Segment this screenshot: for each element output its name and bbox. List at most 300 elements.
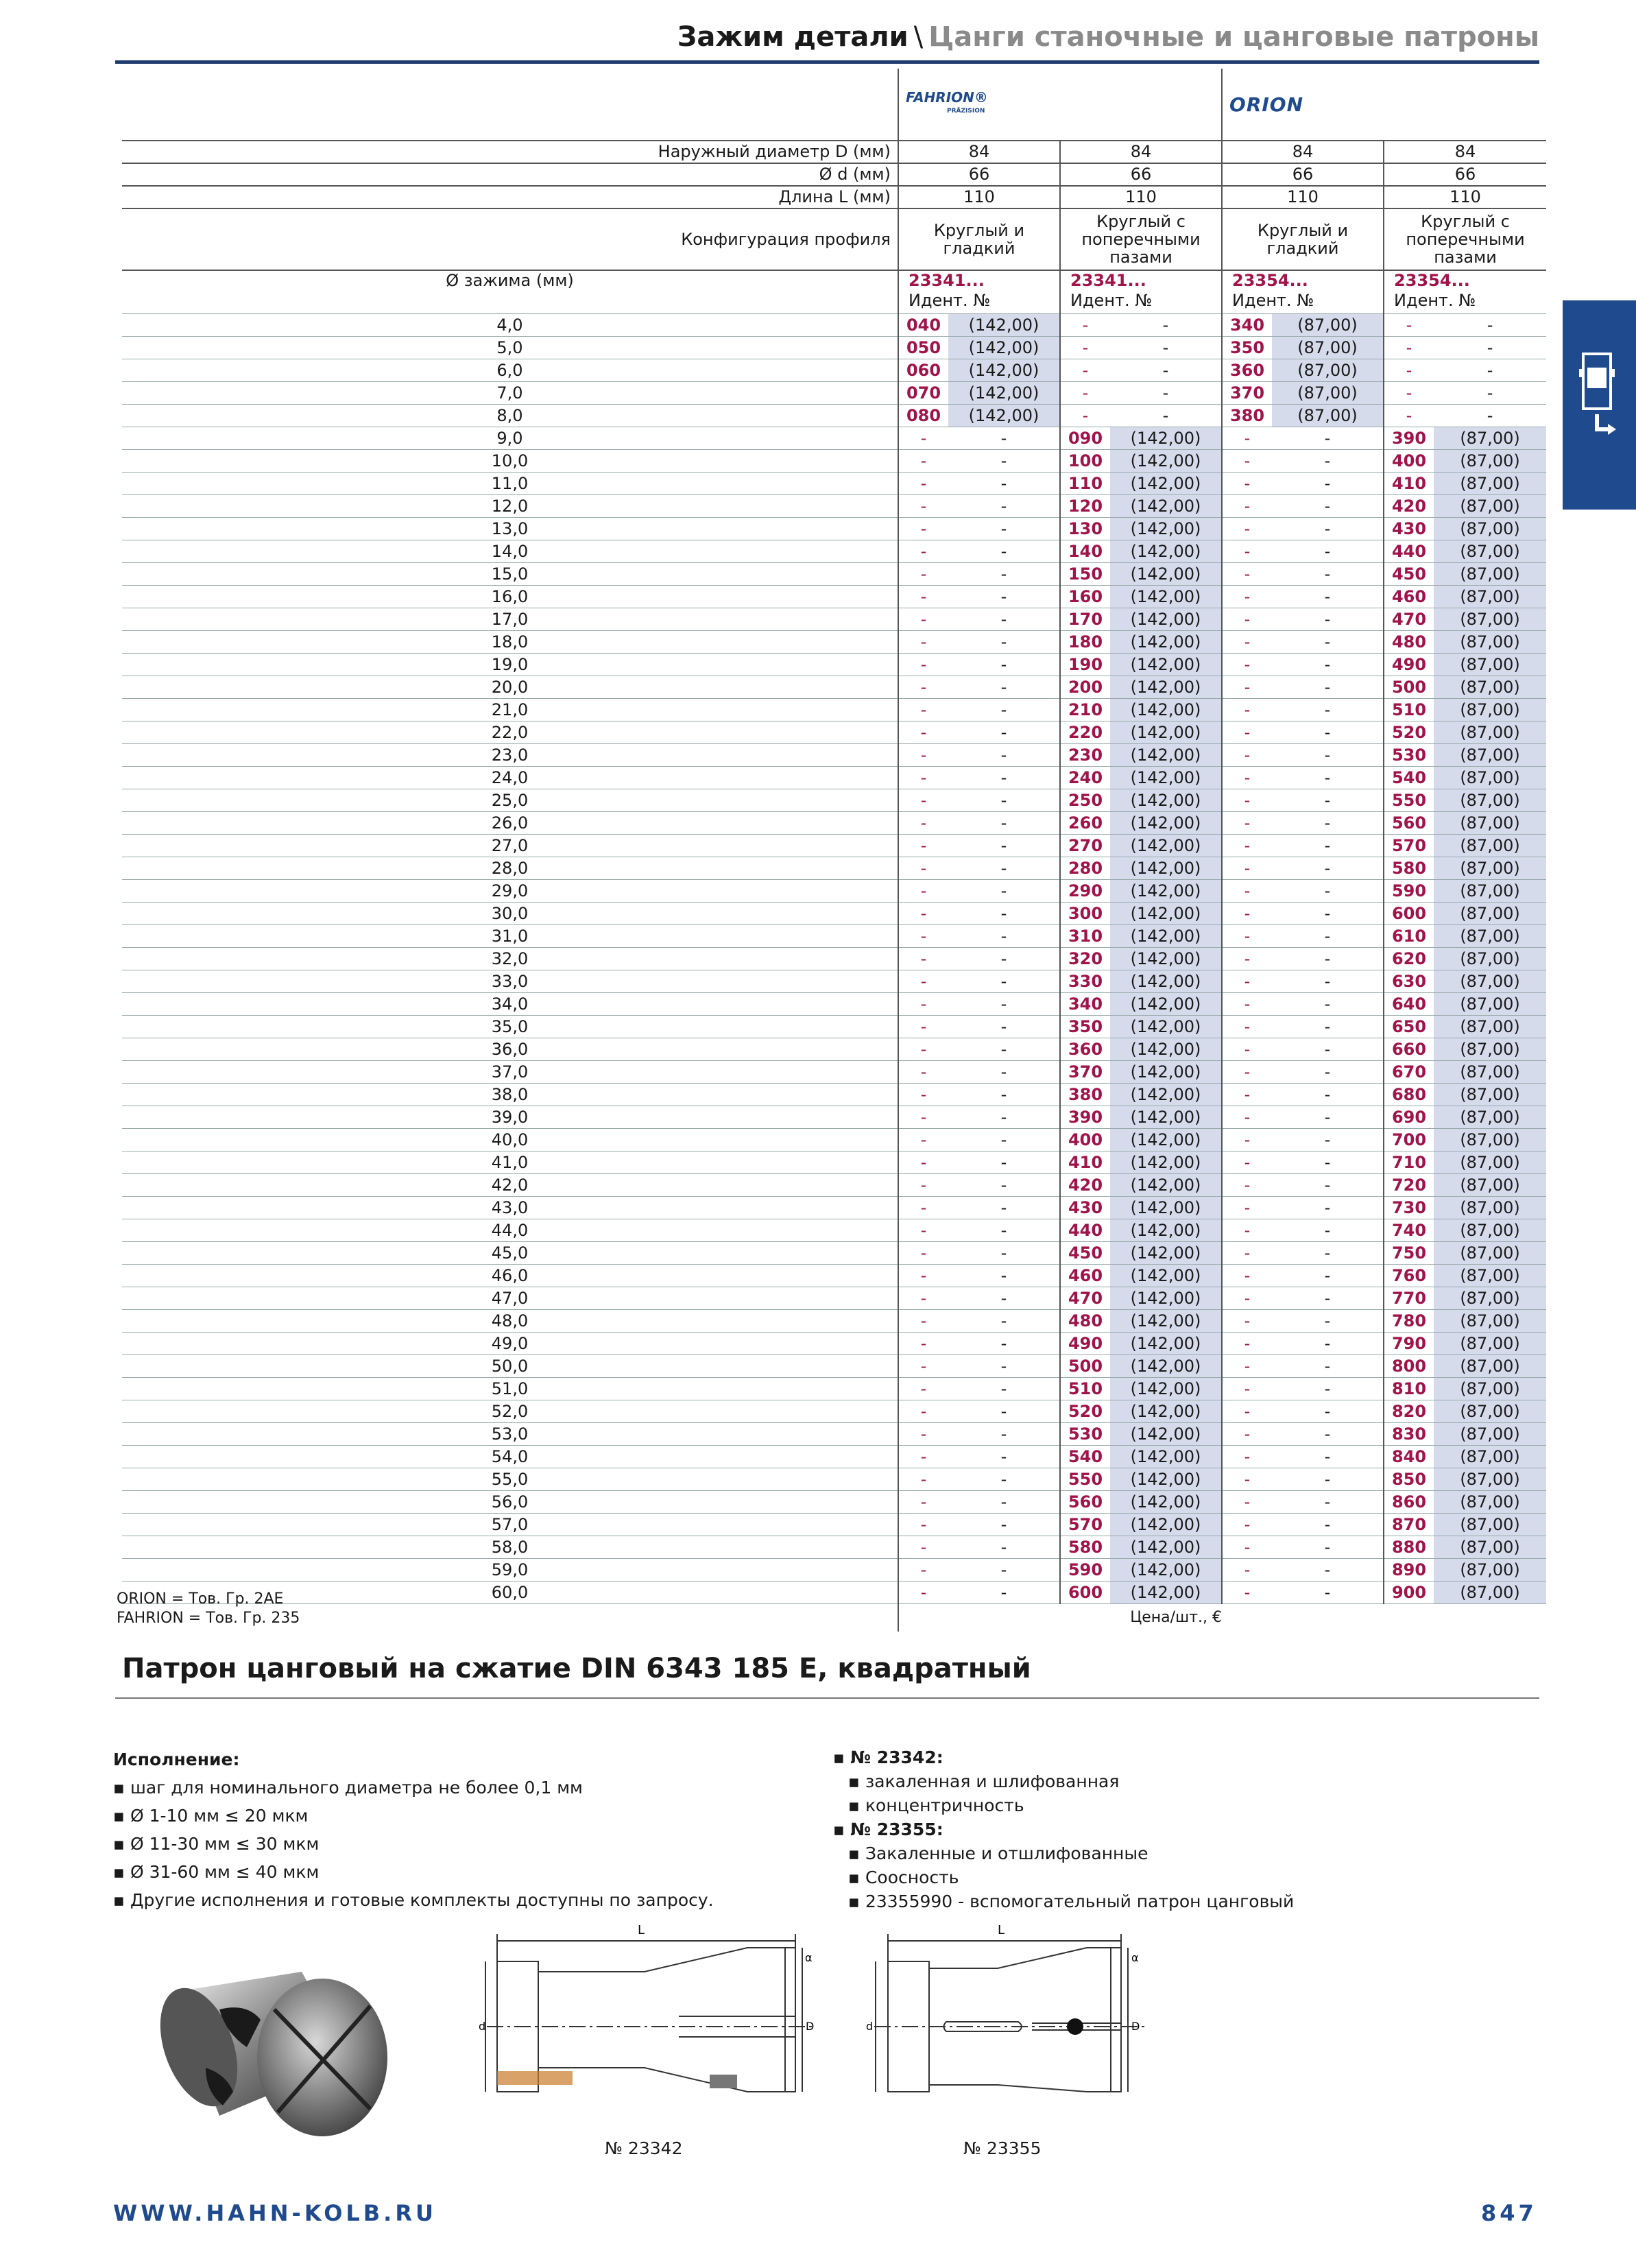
empty-cell: -: [948, 1265, 1060, 1287]
price-cell: (87,00): [1434, 608, 1546, 631]
ident-code-cell: 260: [1060, 812, 1110, 835]
empty-cell: -: [898, 1581, 948, 1604]
ident-code-cell: 270: [1060, 835, 1110, 857]
empty-cell: -: [948, 1491, 1060, 1514]
clamp-size-cell: 54,0: [122, 1446, 898, 1468]
empty-cell: -: [898, 563, 948, 586]
ident-code-cell: 180: [1060, 631, 1110, 654]
empty-cell: -: [898, 473, 948, 495]
clamp-size-cell: 51,0: [122, 1378, 898, 1400]
clamp-size-cell: 7,0: [122, 382, 898, 405]
empty-cell: -: [1222, 1378, 1272, 1400]
drawing-label-alpha: α: [805, 1951, 813, 1964]
empty-cell: -: [898, 835, 948, 857]
table-row: [122, 1446, 1546, 1468]
empty-cell: -: [1272, 1468, 1384, 1491]
empty-cell: -: [1272, 1491, 1384, 1514]
footer-url[interactable]: WWW.HAHN-KOLB.RU: [113, 2200, 437, 2226]
empty-cell: -: [1222, 925, 1272, 948]
ident-code-cell: 480: [1060, 1310, 1110, 1333]
article-header: 23341... Идент. №: [1060, 270, 1222, 314]
empty-cell: -: [948, 540, 1060, 563]
price-cell: (142,00): [1110, 1378, 1222, 1400]
empty-cell: -: [1222, 1559, 1272, 1581]
ident-code-cell: 300: [1060, 903, 1110, 925]
empty-cell: -: [1272, 1106, 1384, 1129]
empty-cell: -: [898, 1151, 948, 1174]
empty-cell: -: [948, 993, 1060, 1016]
empty-cell: -: [1272, 1174, 1384, 1197]
price-cell: (87,00): [1434, 450, 1546, 473]
empty-cell: -: [1272, 812, 1384, 835]
empty-cell: -: [898, 540, 948, 563]
empty-cell: -: [1222, 970, 1272, 993]
price-cell: (87,00): [1434, 993, 1546, 1016]
clamp-size-cell: 27,0: [122, 835, 898, 857]
empty-cell: -: [948, 1197, 1060, 1219]
clamp-size-cell: 17,0: [122, 608, 898, 631]
ident-code-cell: 390: [1060, 1106, 1110, 1129]
empty-cell: -: [948, 857, 1060, 880]
empty-cell: -: [898, 608, 948, 631]
price-cell: (87,00): [1434, 495, 1546, 518]
price-cell: (87,00): [1434, 1219, 1546, 1242]
empty-cell: -: [898, 1559, 948, 1581]
price-cell: (87,00): [1434, 586, 1546, 608]
table-row: [122, 1242, 1546, 1265]
ident-code-cell: 450: [1384, 563, 1434, 586]
empty-cell: -: [898, 1355, 948, 1378]
empty-cell: -: [898, 1287, 948, 1310]
price-cell: (142,00): [1110, 925, 1222, 948]
page-number: 847: [1481, 2200, 1537, 2226]
drawing-label-L: L: [638, 1923, 645, 1937]
clamp-size-cell: 32,0: [122, 948, 898, 970]
profile-value: Круглый с поперечными пазами: [1384, 208, 1546, 270]
price-cell: (142,00): [1110, 1084, 1222, 1106]
clamp-size-cell: 14,0: [122, 540, 898, 563]
empty-cell: -: [1222, 789, 1272, 812]
price-cell: (87,00): [1434, 1174, 1546, 1197]
ident-code-cell: 840: [1384, 1446, 1434, 1468]
price-cell: (87,00): [1434, 948, 1546, 970]
table-row: [122, 903, 1546, 925]
ident-code-cell: 490: [1384, 654, 1434, 676]
empty-cell: -: [948, 1038, 1060, 1061]
ident-code-cell: 560: [1060, 1491, 1110, 1514]
ident-code-cell: 390: [1384, 427, 1434, 450]
price-cell: (87,00): [1434, 835, 1546, 857]
clamp-size-cell: 41,0: [122, 1151, 898, 1174]
price-cell: (142,00): [1110, 540, 1222, 563]
drawing-label-d: d: [479, 2020, 486, 2033]
profile-value: Круглый с поперечными пазами: [1060, 208, 1222, 270]
ident-code-cell: 350: [1060, 1016, 1110, 1038]
spec-value: 66: [1222, 163, 1384, 186]
price-cell: (87,00): [1434, 789, 1546, 812]
clamp-size-cell: 6,0: [122, 359, 898, 382]
price-cell: (87,00): [1434, 1242, 1546, 1265]
clamp-size-cell: 8,0: [122, 405, 898, 427]
empty-cell: -: [1222, 450, 1272, 473]
empty-cell: -: [1222, 857, 1272, 880]
technical-drawing-23355: [861, 1920, 1176, 2119]
price-cell: (142,00): [948, 405, 1060, 427]
technical-drawing-23342: [473, 1920, 843, 2119]
empty-cell: -: [1222, 744, 1272, 767]
table-row: [122, 676, 1546, 699]
section-title: Патрон цанговый на сжатие DIN 6343 185 E, квадратный: [122, 1653, 1031, 1684]
empty-cell: -: [898, 970, 948, 993]
empty-cell: -: [1272, 608, 1384, 631]
ident-code-cell: 810: [1384, 1378, 1434, 1400]
price-cell: (142,00): [1110, 1581, 1222, 1604]
price-cell: (142,00): [1110, 654, 1222, 676]
price-cell: (142,00): [1110, 880, 1222, 903]
empty-cell: -: [1222, 473, 1272, 495]
price-cell: (87,00): [1434, 676, 1546, 699]
table-row: [122, 473, 1546, 495]
empty-cell: -: [948, 1468, 1060, 1491]
ident-code-cell: 800: [1384, 1355, 1434, 1378]
table-row: [122, 1174, 1546, 1197]
price-cell: (87,00): [1434, 767, 1546, 789]
empty-cell: -: [898, 1310, 948, 1333]
empty-cell: -: [1272, 789, 1384, 812]
empty-cell: -: [1110, 382, 1222, 405]
table-row: [122, 518, 1546, 540]
empty-cell: -: [1272, 1016, 1384, 1038]
empty-cell: -: [898, 1378, 948, 1400]
empty-cell: -: [1272, 473, 1384, 495]
table-row: [122, 812, 1546, 835]
ident-code-cell: 160: [1060, 586, 1110, 608]
ident-code-cell: 560: [1384, 812, 1434, 835]
ident-code-cell: 280: [1060, 857, 1110, 880]
empty-cell: -: [948, 880, 1060, 903]
empty-cell: -: [948, 1446, 1060, 1468]
empty-cell: -: [948, 767, 1060, 789]
price-cell: (87,00): [1434, 925, 1546, 948]
empty-cell: -: [1272, 1287, 1384, 1310]
empty-cell: -: [1222, 1084, 1272, 1106]
price-cell: (87,00): [1434, 1400, 1546, 1423]
price-cell: (87,00): [1434, 1151, 1546, 1174]
empty-cell: -: [948, 495, 1060, 518]
ident-code-cell: 370: [1060, 1061, 1110, 1084]
price-cell: (87,00): [1434, 1514, 1546, 1536]
footnote-fahrion: FAHRION = Тов. Гр. 235: [117, 1610, 300, 1627]
ident-code-cell: 050: [898, 337, 948, 359]
price-cell: (142,00): [1110, 1016, 1222, 1038]
empty-cell: -: [1272, 1559, 1384, 1581]
empty-cell: -: [1272, 721, 1384, 744]
price-cell: (142,00): [1110, 586, 1222, 608]
empty-cell: -: [1272, 427, 1384, 450]
empty-cell: -: [948, 676, 1060, 699]
ident-code-cell: 430: [1060, 1197, 1110, 1219]
clamp-size-cell: 9,0: [122, 427, 898, 450]
clamp-size-cell: 16,0: [122, 586, 898, 608]
clamp-size-cell: 40,0: [122, 1129, 898, 1151]
empty-cell: -: [898, 1106, 948, 1129]
table-row: [122, 993, 1546, 1016]
ident-code-cell: 570: [1384, 835, 1434, 857]
price-cell: (142,00): [1110, 857, 1222, 880]
price-cell: (142,00): [1110, 1219, 1222, 1242]
empty-cell: -: [948, 563, 1060, 586]
ident-code-cell: 340: [1222, 314, 1272, 337]
empty-cell: -: [1222, 563, 1272, 586]
clamp-size-cell: 5,0: [122, 337, 898, 359]
ident-code-cell: 700: [1384, 1129, 1434, 1151]
table-row: [122, 721, 1546, 744]
price-cell: (87,00): [1434, 1287, 1546, 1310]
clamp-size-cell: 18,0: [122, 631, 898, 654]
variant-b-title: ▪ № 23355:: [833, 1817, 1294, 1841]
table-row: [122, 1265, 1546, 1287]
ident-code-cell: 360: [1060, 1038, 1110, 1061]
empty-cell: -: [1222, 767, 1272, 789]
ident-code-cell: 140: [1060, 540, 1110, 563]
empty-cell: -: [1222, 1536, 1272, 1559]
ident-code-cell: 830: [1384, 1423, 1434, 1446]
empty-cell: -: [1222, 1468, 1272, 1491]
empty-cell: -: [898, 1219, 948, 1242]
ident-code-cell: 880: [1384, 1536, 1434, 1559]
price-cell: (87,00): [1434, 744, 1546, 767]
table-row: [122, 1378, 1546, 1400]
spec-value: 66: [1060, 163, 1222, 186]
collet-chuck-photo: [144, 1944, 411, 2150]
empty-cell: -: [1384, 359, 1434, 382]
clamp-size-cell: 19,0: [122, 654, 898, 676]
price-cell: (142,00): [1110, 608, 1222, 631]
table-row: [122, 925, 1546, 948]
empty-cell: -: [898, 857, 948, 880]
empty-cell: -: [1272, 518, 1384, 540]
variant-a-title: ▪ № 23342:: [833, 1745, 1294, 1769]
empty-cell: -: [1272, 835, 1384, 857]
price-cell: (87,00): [1434, 1310, 1546, 1333]
ident-code-cell: 650: [1384, 1016, 1434, 1038]
empty-cell: -: [1222, 1219, 1272, 1242]
price-cell: (87,00): [1434, 540, 1546, 563]
price-cell: (142,00): [1110, 1446, 1222, 1468]
table-row: [122, 767, 1546, 789]
empty-cell: -: [948, 699, 1060, 721]
table-row: [122, 789, 1546, 812]
ident-code-cell: 610: [1384, 925, 1434, 948]
ident-code-cell: 040: [898, 314, 948, 337]
price-cell: (87,00): [1434, 1559, 1546, 1581]
empty-cell: -: [1384, 405, 1434, 427]
empty-cell: -: [1272, 880, 1384, 903]
table-row: [122, 654, 1546, 676]
ident-code-cell: 330: [1060, 970, 1110, 993]
price-cell: (142,00): [948, 359, 1060, 382]
empty-cell: -: [948, 835, 1060, 857]
empty-cell: -: [948, 903, 1060, 925]
clamp-size-cell: 10,0: [122, 450, 898, 473]
clamp-size-cell: 29,0: [122, 880, 898, 903]
empty-cell: -: [948, 1310, 1060, 1333]
empty-cell: -: [1222, 835, 1272, 857]
price-cell: (142,00): [1110, 948, 1222, 970]
ident-code-cell: 410: [1384, 473, 1434, 495]
empty-cell: -: [1272, 1423, 1384, 1446]
empty-cell: -: [1222, 1106, 1272, 1129]
price-cell: (142,00): [1110, 450, 1222, 473]
spec-label-profile: Конфигурация профиля: [122, 208, 898, 270]
empty-cell: -: [948, 1581, 1060, 1604]
empty-cell: -: [898, 699, 948, 721]
ident-code-cell: 420: [1060, 1174, 1110, 1197]
ident-code-cell: 190: [1060, 654, 1110, 676]
spec-value: 84: [1384, 141, 1546, 163]
clamp-size-cell: 11,0: [122, 473, 898, 495]
ident-code-cell: 320: [1060, 948, 1110, 970]
empty-cell: -: [898, 1174, 948, 1197]
price-cell: (142,00): [1110, 1310, 1222, 1333]
spec-label-length: Длина L (мм): [122, 186, 898, 208]
table-row: [122, 314, 1546, 337]
empty-cell: -: [948, 427, 1060, 450]
empty-cell: -: [1222, 1333, 1272, 1355]
empty-cell: -: [898, 1061, 948, 1084]
execution-title: Исполнение:: [113, 1750, 240, 1769]
table-row: [122, 405, 1546, 427]
price-cell: (87,00): [1434, 970, 1546, 993]
empty-cell: -: [1110, 337, 1222, 359]
empty-cell: -: [1272, 495, 1384, 518]
empty-cell: -: [1060, 337, 1110, 359]
ident-code-cell: 710: [1384, 1151, 1434, 1174]
table-row: [122, 744, 1546, 767]
empty-cell: -: [1272, 948, 1384, 970]
empty-cell: -: [1272, 970, 1384, 993]
ident-code-cell: 470: [1384, 608, 1434, 631]
price-cell: (142,00): [1110, 993, 1222, 1016]
empty-cell: -: [948, 1242, 1060, 1265]
table-row: [122, 540, 1546, 563]
price-cell: (142,00): [1110, 1174, 1222, 1197]
empty-cell: -: [1060, 405, 1110, 427]
table-row: [122, 1129, 1546, 1151]
ident-code-cell: 550: [1060, 1468, 1110, 1491]
table-row: [122, 427, 1546, 450]
price-cell: (142,00): [1110, 767, 1222, 789]
empty-cell: -: [1222, 1197, 1272, 1219]
clamp-size-cell: 42,0: [122, 1174, 898, 1197]
price-cell: (142,00): [1110, 1061, 1222, 1084]
table-row: [122, 1333, 1546, 1355]
empty-cell: -: [1272, 1219, 1384, 1242]
price-cell: (87,00): [1272, 314, 1384, 337]
empty-cell: -: [948, 744, 1060, 767]
ident-code-cell: 200: [1060, 676, 1110, 699]
empty-cell: -: [1222, 1355, 1272, 1378]
clamp-size-cell: 4,0: [122, 314, 898, 337]
empty-cell: -: [1272, 1536, 1384, 1559]
empty-cell: -: [1222, 880, 1272, 903]
ident-code-cell: 440: [1384, 540, 1434, 563]
empty-cell: -: [1272, 1310, 1384, 1333]
empty-cell: -: [1272, 1355, 1384, 1378]
empty-cell: -: [1272, 1514, 1384, 1536]
empty-cell: -: [1272, 744, 1384, 767]
ident-code-cell: 450: [1060, 1242, 1110, 1265]
empty-cell: -: [898, 993, 948, 1016]
price-cell: (87,00): [1434, 903, 1546, 925]
ident-code-cell: 740: [1384, 1219, 1434, 1242]
ident-code-cell: 540: [1384, 767, 1434, 789]
table-row: [122, 495, 1546, 518]
spec-value: 110: [1060, 186, 1222, 208]
table-row: [122, 1514, 1546, 1536]
empty-cell: -: [948, 1151, 1060, 1174]
clamp-size-cell: 34,0: [122, 993, 898, 1016]
page-header: [115, 16, 1539, 58]
price-cell: (142,00): [1110, 1038, 1222, 1061]
empty-cell: -: [1272, 857, 1384, 880]
ident-code-cell: 070: [898, 382, 948, 405]
empty-cell: -: [1384, 337, 1434, 359]
table-row: [122, 608, 1546, 631]
footnotes: [117, 1590, 300, 1628]
clamp-size-cell: 24,0: [122, 767, 898, 789]
section-side-tab[interactable]: [1563, 300, 1636, 510]
empty-cell: -: [948, 450, 1060, 473]
variants-list: [833, 1745, 1294, 1913]
drawing-label-D: D: [806, 2020, 815, 2033]
ident-code-cell: 540: [1060, 1446, 1110, 1468]
table-row: [122, 948, 1546, 970]
ident-code-cell: 750: [1384, 1242, 1434, 1265]
empty-cell: -: [948, 1016, 1060, 1038]
empty-cell: -: [898, 631, 948, 654]
ident-code-cell: 080: [898, 405, 948, 427]
price-cell: (142,00): [1110, 676, 1222, 699]
ident-code-cell: 460: [1060, 1265, 1110, 1287]
empty-cell: -: [948, 970, 1060, 993]
empty-cell: -: [1222, 1287, 1272, 1310]
table-row: [122, 359, 1546, 382]
spec-value: 110: [1384, 186, 1546, 208]
list-item: ▪ Соосность: [833, 1865, 1294, 1889]
empty-cell: -: [1434, 405, 1546, 427]
clamp-diameter-label: Ø зажима (мм): [122, 270, 898, 314]
section-rule: [115, 1697, 1539, 1699]
article-header: 23354... Идент. №: [1384, 270, 1546, 314]
ident-code-cell: 310: [1060, 925, 1110, 948]
empty-cell: -: [898, 1084, 948, 1106]
price-cell: (142,00): [1110, 563, 1222, 586]
price-cell: (87,00): [1434, 654, 1546, 676]
empty-cell: -: [898, 654, 948, 676]
empty-cell: -: [1222, 993, 1272, 1016]
price-cell: (87,00): [1434, 1265, 1546, 1287]
ident-code-cell: 360: [1222, 359, 1272, 382]
ident-code-cell: 530: [1384, 744, 1434, 767]
empty-cell: -: [898, 1197, 948, 1219]
ident-code-cell: 760: [1384, 1265, 1434, 1287]
empty-cell: -: [948, 812, 1060, 835]
clamp-size-cell: 36,0: [122, 1038, 898, 1061]
ident-code-cell: 220: [1060, 721, 1110, 744]
empty-cell: -: [1272, 586, 1384, 608]
empty-cell: -: [1222, 721, 1272, 744]
